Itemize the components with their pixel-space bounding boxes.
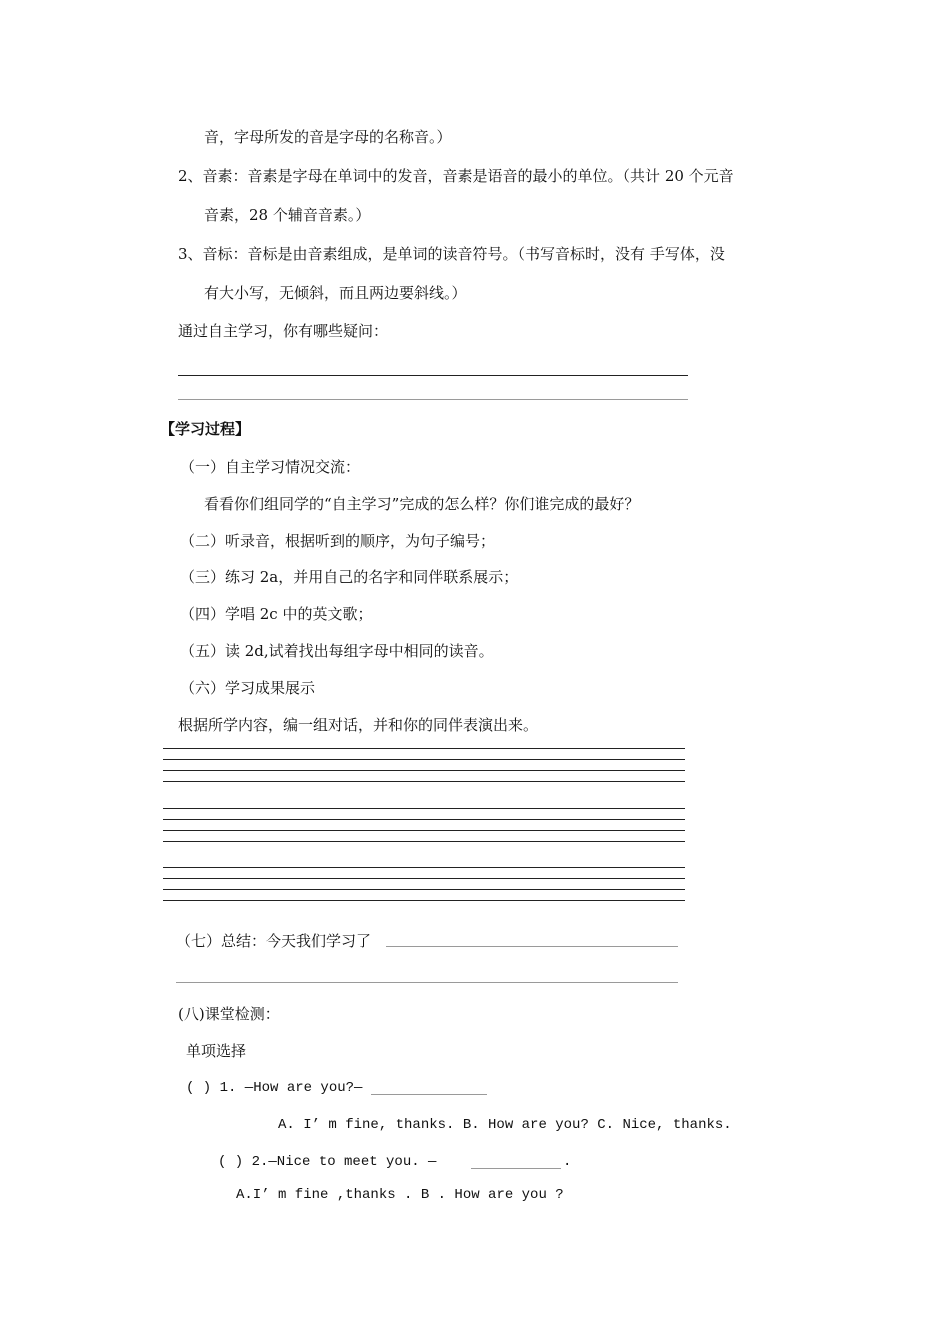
writing-line <box>163 867 685 868</box>
item-phonetic-line-1: 3、音标：音标是由音素组成，是单词的读音符号。（书写音标时，没有 手写体，没 <box>178 245 725 263</box>
writing-line <box>163 759 685 760</box>
answer-blank <box>371 1094 487 1095</box>
question-2-tail: . <box>563 1154 572 1170</box>
step-2: （二）听录音，根据听到的顺序，为句子编号； <box>180 532 496 550</box>
writing-line <box>163 748 685 749</box>
step-4: （四）学唱 2c 中的英文歌； <box>180 605 373 623</box>
writing-line <box>163 781 685 782</box>
quiz-title: 单项选择 <box>186 1042 247 1060</box>
summary-line <box>176 982 678 983</box>
step-8: (八)课堂检测： <box>178 1005 280 1023</box>
question-1: ( ) 1. —How are you?— <box>186 1080 363 1096</box>
step-3: （三）练习 2a，并用自己的名字和同伴联系展示； <box>180 568 519 586</box>
writing-line <box>163 770 685 771</box>
writing-line <box>163 830 685 831</box>
step-5: （五）读 2d,试着找出每组字母中相同的读音。 <box>180 642 494 660</box>
item-phoneme-line-1: 2、音素：音素是字母在单词中的发音，音素是语音的最小的单位。（共计 20 个元音 <box>178 167 734 185</box>
question-1-options: A. I’ m fine, thanks. B. How are you? C. Nice, thanks. <box>278 1117 732 1133</box>
writing-line <box>163 808 685 809</box>
item-phonetic-line-2: 有大小写，无倾斜，而且两边要斜线。） <box>204 284 467 302</box>
step-7: （七）总结：今天我们学习了 <box>176 932 372 950</box>
step-6-detail: 根据所学内容，编一组对话，并和你的同伴表演出来。 <box>178 716 539 734</box>
writing-line <box>163 900 685 901</box>
writing-line <box>163 889 685 890</box>
item-phoneme-line-2: 音素，28 个辅音音素。） <box>204 206 371 224</box>
section-heading: 【学习过程】 <box>160 420 251 438</box>
writing-line <box>163 841 685 842</box>
summary-blank <box>386 946 678 947</box>
intro-line-1: 音，字母所发的音是字母的名称音。） <box>204 128 452 146</box>
writing-line <box>163 819 685 820</box>
writing-line <box>163 878 685 879</box>
answer-blank <box>471 1168 561 1169</box>
step-6: （六）学习成果展示 <box>180 679 316 697</box>
answer-line <box>178 375 688 376</box>
question-2: ( ) 2.—Nice to meet you. — <box>218 1154 437 1170</box>
question-2-options: A.I’ m fine ,thanks . B . How are you ? <box>236 1187 564 1203</box>
step-1-detail: 看看你们组同学的“自主学习”完成的怎么样？你们谁完成的最好？ <box>204 495 640 513</box>
answer-line <box>178 399 688 400</box>
step-1: （一）自主学习情况交流： <box>180 458 361 476</box>
question-prompt: 通过自主学习，你有哪些疑问： <box>178 322 389 340</box>
